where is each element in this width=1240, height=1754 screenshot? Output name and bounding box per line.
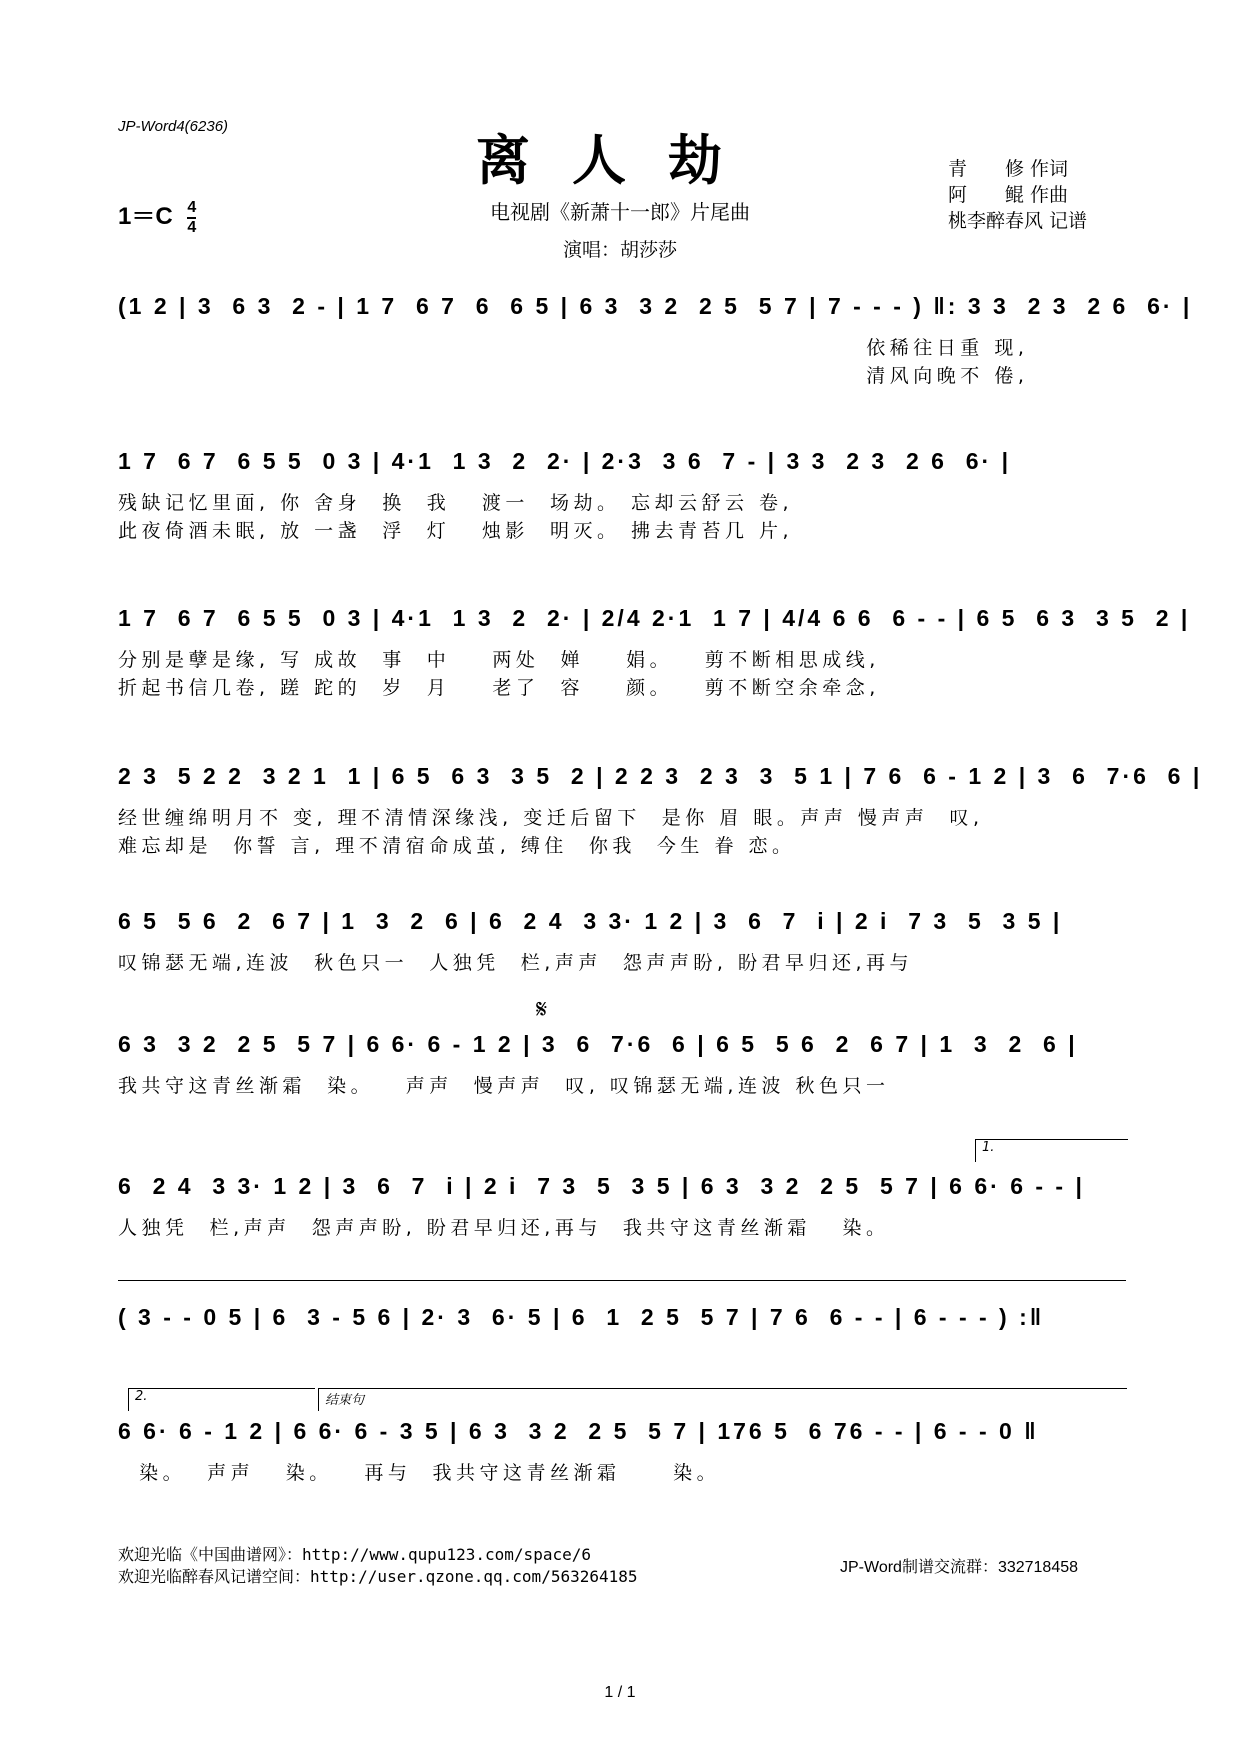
footer-link-2[interactable]: 欢迎光临醉春风记谱空间：http://user.qzone.qq.com/563264185: [118, 1567, 638, 1586]
lyric-verse-1: 叹锦瑟无端,连波 秋色只一 人独凭 栏,声声 怨声声盼, 盼君早归还,再与: [118, 952, 914, 974]
first-ending-label: 1.: [982, 1140, 995, 1155]
notation-line: 1 7 6 7 6 5 5 0 3 | 4·1 1 3 2 2· | 2·3 3 6 7 - | 3 3 2 3 2 6 6· |: [118, 448, 1012, 474]
transcriber-credit: 桃李醉春风 记谱: [948, 210, 1088, 232]
lyric-verse-1: 分别是孽是缘, 写 成故 事 中 两处 婵 娟。 剪不断相思成线,: [118, 649, 880, 671]
notation-line: 6 5 5 6 2 6 7 | 1 3 2 6 | 6 2 4 3 3· 1 2 | 3 6 7 i | 2 i 7 3 5 3 5 |: [118, 908, 1063, 934]
notation-line: 6 2 4 3 3· 1 2 | 3 6 7 i | 2 i 7 3 5 3 5 | 6 3 3 2 2 5 5 7 | 6 6· 6 - - |: [118, 1173, 1085, 1199]
second-ending-label: 2.: [135, 1389, 148, 1404]
time-bottom: 4: [187, 218, 197, 236]
lyricist-credit: 青 修 作词: [948, 158, 1069, 180]
credits-block: [948, 156, 1087, 234]
lyric-verse-2: 此夜倚酒未眠, 放 一盏 浮 灯 烛影 明灭。 拂去青苔几 片,: [118, 520, 794, 542]
song-subtitle: 电视剧《新萧十一郎》片尾曲: [490, 200, 750, 224]
notation-line: ( 3 - - 0 5 | 6 3 - 5 6 | 2· 3 6· 5 | 6 1 2 5 5 7 | 7 6 6 - - | 6 - - - ) :‖: [118, 1304, 1045, 1330]
notation-line: 2 3 5 2 2 3 2 1 1 | 6 5 6 3 3 5 2 | 2 2 3 2 3 3 5 1 | 7 6 6 - 1 2 | 3 6 7·6 6 |: [118, 763, 1203, 789]
lyric-verse-1: 人独凭 栏,声声 怨声声盼, 盼君早归还,再与 我共守这青丝渐霜 染。: [118, 1217, 890, 1239]
notation-line: 1 7 6 7 6 5 5 0 3 | 4·1 1 3 2 2· | 2/4 2·1 1 7 | 4/4 6 6 6 - - | 6 5 6 3 3 5 2 |: [118, 605, 1191, 631]
key-label: 1＝C: [118, 203, 173, 230]
page-number: 1 / 1: [604, 1684, 636, 1701]
software-label: JP-Word4(6236): [118, 118, 229, 135]
footer-links: [118, 1544, 638, 1588]
notation-line: 6 3 3 2 2 5 5 7 | 6 6· 6 - 1 2 | 3 6 7·6 6 | 6 5 5 6 2 6 7 | 1 3 2 6 |: [118, 1031, 1078, 1057]
key-signature: [118, 196, 196, 236]
notation-line: (1 2 | 3 6 3 2 - | 1 7 6 7 6 6 5 | 6 3 3 2 2 5 5 7 | 7 - - - ) ‖: 3 3 2 3 2 6 6· |: [118, 293, 1193, 319]
lyric-verse-2: 难忘却是 你誓 言, 理不清宿命成茧, 缚住 你我 今生 眷 恋。: [118, 835, 796, 857]
footer-group: JP-Word制谱交流群：332718458: [840, 1559, 1079, 1576]
notation-line: 6 6· 6 - 1 2 | 6 6· 6 - 3 5 | 6 3 3 2 2 5 5 7 | 176 5 6 76 - - | 6 - - 0 ‖: [118, 1418, 1039, 1444]
coda-bracket: [318, 1388, 1127, 1411]
lyric-verse-1: 依稀往日重 现,: [118, 337, 1029, 359]
second-ending-bracket: [128, 1388, 315, 1411]
lyric-verse-2: 清风向晚不 倦,: [118, 365, 1029, 387]
lyric-verse-1: 残缺记忆里面, 你 舍身 换 我 渡一 场劫。 忘却云舒云 卷,: [118, 492, 794, 514]
composer-credit: 阿 鲲 作曲: [948, 184, 1069, 206]
lyric-verse-1: 染。 声声 染。 再与 我共守这青丝渐霜 染。: [118, 1462, 721, 1484]
segno-sign: 𝄋: [536, 995, 548, 1025]
time-signature: [187, 200, 196, 236]
singer-credit: 演唱：胡莎莎: [562, 239, 677, 261]
repeat-bracket: [118, 1280, 1126, 1289]
first-ending-bracket: [975, 1139, 1128, 1162]
time-top: 4: [187, 198, 197, 216]
lyric-verse-1: 我共守这青丝渐霜 染。 声声 慢声声 叹, 叹锦瑟无端,连波 秋色只一: [118, 1075, 890, 1097]
lyric-verse-2: 折起书信几卷, 蹉 跎的 岁 月 老了 容 颜。 剪不断空余牵念,: [118, 677, 880, 699]
song-title: 离人劫: [476, 128, 764, 192]
lyric-verse-1: 经世缠绵明月不 变, 理不清情深缘浅, 变迁后留下 是你 眉 眼。声声 慢声声 叹,: [118, 807, 984, 829]
coda-label: 结束句: [325, 1393, 365, 1408]
footer-link-1[interactable]: 欢迎光临《中国曲谱网》：http://www.qupu123.com/space/6: [118, 1545, 591, 1564]
